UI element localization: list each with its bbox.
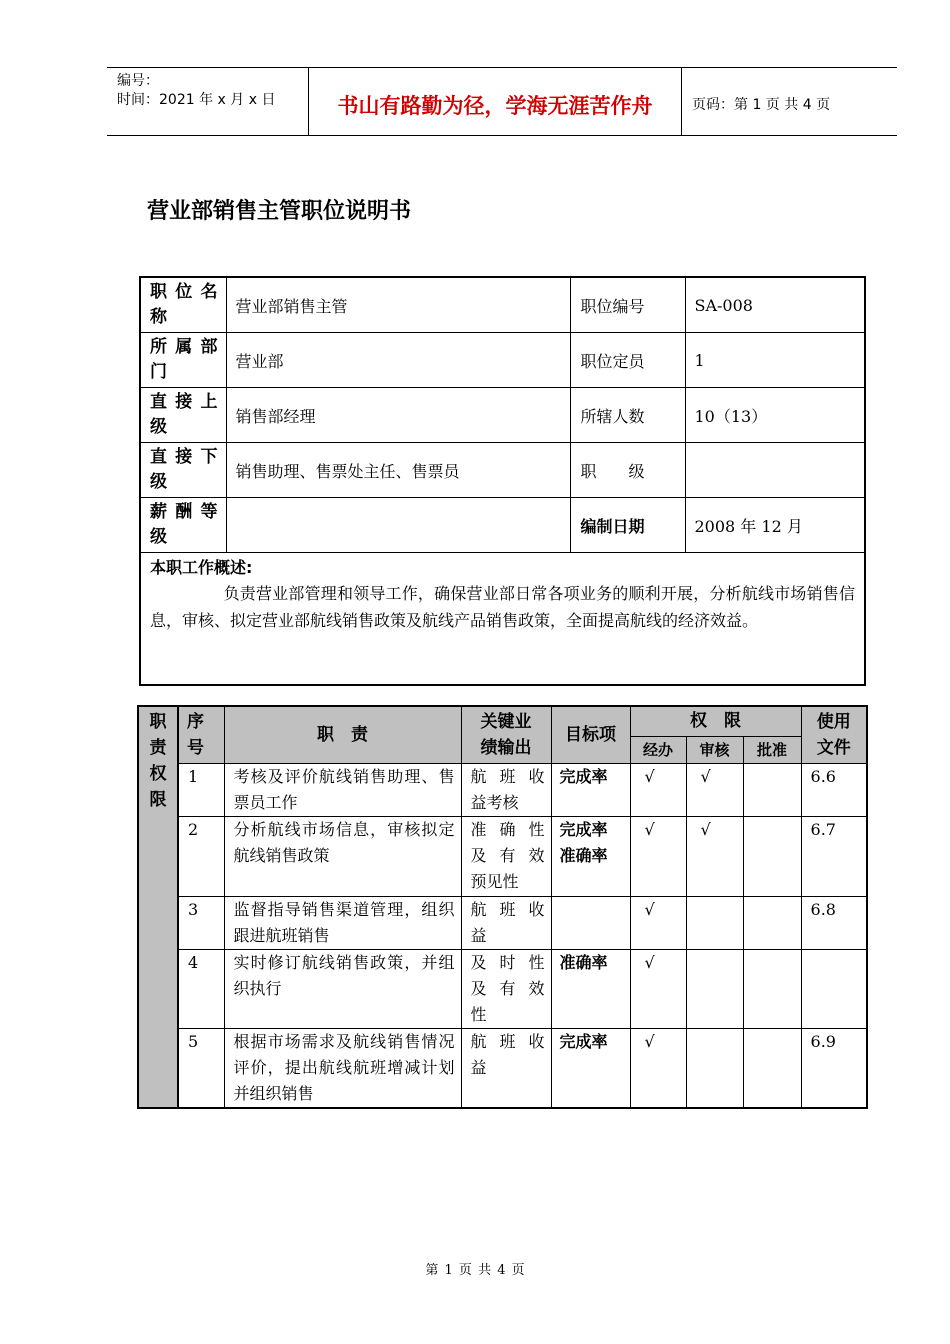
duty-row [138, 763, 867, 816]
info-row [140, 498, 865, 553]
doc-ref [801, 949, 867, 1028]
duty-text: 分析航线市场信息，审核拟定航线销售政策 [224, 816, 461, 896]
info-label2: 编制日期 [570, 498, 685, 553]
info-value2 [685, 443, 865, 498]
document-title: 营业部销售主管职位说明书 [147, 199, 412, 224]
approve-check [743, 1028, 801, 1108]
review-check: √ [686, 816, 743, 896]
side-label: 职 责 权 限 [138, 706, 178, 1108]
doc-ref: 6.9 [801, 1028, 867, 1108]
header-key-output: 关键业 绩输出 [461, 706, 551, 763]
footer-page-total: 4 [497, 1263, 506, 1278]
key-output: 航 班 收 益 [461, 1028, 551, 1108]
approve-check [743, 816, 801, 896]
info-row [140, 388, 865, 443]
review-check [686, 1028, 743, 1108]
header-review: 审核 [686, 736, 743, 763]
approve-check [743, 949, 801, 1028]
duty-no: 5 [178, 1028, 224, 1108]
duty-row [138, 1028, 867, 1108]
position-info-table [139, 276, 866, 686]
footer-text: 第 [425, 1263, 439, 1278]
info-row [140, 333, 865, 388]
info-label2: 所辖人数 [570, 388, 685, 443]
info-value: 销售助理、售票处主任、售票员 [226, 443, 570, 498]
duty-no: 3 [178, 896, 224, 949]
footer-text: 页 [458, 1263, 472, 1278]
duty-row [138, 949, 867, 1028]
header-approve: 批准 [743, 736, 801, 763]
info-value: 销售部经理 [226, 388, 570, 443]
duty-no: 4 [178, 949, 224, 1028]
header-seq: 序 号 [178, 706, 224, 763]
info-label2: 职位定员 [570, 333, 685, 388]
review-check [686, 949, 743, 1028]
target [551, 896, 630, 949]
summary-text: 负责营业部管理和领导工作，确保营业部日常各项业务的顺利开展，分析航线市场销售信息，审核、拟定营业部航线销售政策及航线产品销售政策，全面提高航线的经济效益。 [150, 584, 855, 630]
key-output: 准 确 性 及 有 效 预见性 [461, 816, 551, 896]
review-check: √ [686, 763, 743, 816]
info-label: 直 接 下 级 [140, 443, 226, 498]
header-page-info: 页码：第 1 页 共 4 页 [692, 97, 831, 113]
duty-text: 考核及评价航线销售助理、售票员工作 [224, 763, 461, 816]
info-value2: 2008 年 12 月 [685, 498, 865, 553]
info-label: 直 接 上 级 [140, 388, 226, 443]
info-value: 营业部 [226, 333, 570, 388]
header-duty: 职 责 [224, 706, 461, 763]
info-value2: SA-008 [685, 277, 865, 333]
info-label2: 职位编号 [570, 277, 685, 333]
info-label: 薪 酬 等 级 [140, 498, 226, 553]
approve-check [743, 763, 801, 816]
footer-text: 页 [511, 1263, 525, 1278]
handle-check: √ [630, 949, 686, 1028]
key-output: 及 时 性 及 有 效 性 [461, 949, 551, 1028]
info-value2: 1 [685, 333, 865, 388]
duty-text: 监督指导销售渠道管理，组织跟进航班销售 [224, 896, 461, 949]
info-row [140, 443, 865, 498]
handle-check: √ [630, 816, 686, 896]
review-check [686, 896, 743, 949]
target: 完成率 准确率 [551, 816, 630, 896]
info-value2: 10（13） [685, 388, 865, 443]
number-label: 编号： [117, 73, 159, 89]
duty-row [138, 816, 867, 896]
target: 准确率 [551, 949, 630, 1028]
header-row [138, 706, 867, 736]
key-output: 航 班 收 益考核 [461, 763, 551, 816]
duties-table [137, 705, 868, 1109]
duty-text: 实时修订航线销售政策，并组织执行 [224, 949, 461, 1028]
duty-row [138, 896, 867, 949]
handle-check: √ [630, 763, 686, 816]
approve-check [743, 896, 801, 949]
target: 完成率 [551, 763, 630, 816]
target: 完成率 [551, 1028, 630, 1108]
header-motto: 书山有路勤为径，学海无涯苦作舟 [309, 68, 682, 135]
time-label: 时间：2021 年 x 月 x 日 [117, 92, 276, 108]
doc-ref: 6.7 [801, 816, 867, 896]
duty-text: 根据市场需求及航线销售情况评价，提出航线航班增减计划并组织销售 [224, 1028, 461, 1108]
header-doc: 使用 文件 [801, 706, 867, 763]
duty-no: 1 [178, 763, 224, 816]
doc-ref: 6.8 [801, 896, 867, 949]
duty-no: 2 [178, 816, 224, 896]
handle-check: √ [630, 1028, 686, 1108]
summary-label: 本职工作概述: [150, 558, 253, 577]
page-footer [0, 1259, 950, 1278]
header-authority: 权 限 [630, 706, 801, 736]
footer-text: 共 [478, 1263, 492, 1278]
doc-ref: 6.6 [801, 763, 867, 816]
info-value [226, 498, 570, 553]
info-value: 营业部销售主管 [226, 277, 570, 333]
summary-row [140, 553, 865, 686]
info-label: 所 属 部 门 [140, 333, 226, 388]
footer-page-number: 1 [444, 1263, 453, 1278]
header-meta [107, 68, 309, 135]
key-output: 航 班 收 益 [461, 896, 551, 949]
job-summary [140, 553, 865, 686]
info-label: 职 位 名 称 [140, 277, 226, 333]
info-label2: 职 级 [570, 443, 685, 498]
page-header [107, 67, 897, 136]
info-row [140, 277, 865, 333]
header-target: 目标项 [551, 706, 630, 763]
header-handle: 经办 [630, 736, 686, 763]
handle-check: √ [630, 896, 686, 949]
